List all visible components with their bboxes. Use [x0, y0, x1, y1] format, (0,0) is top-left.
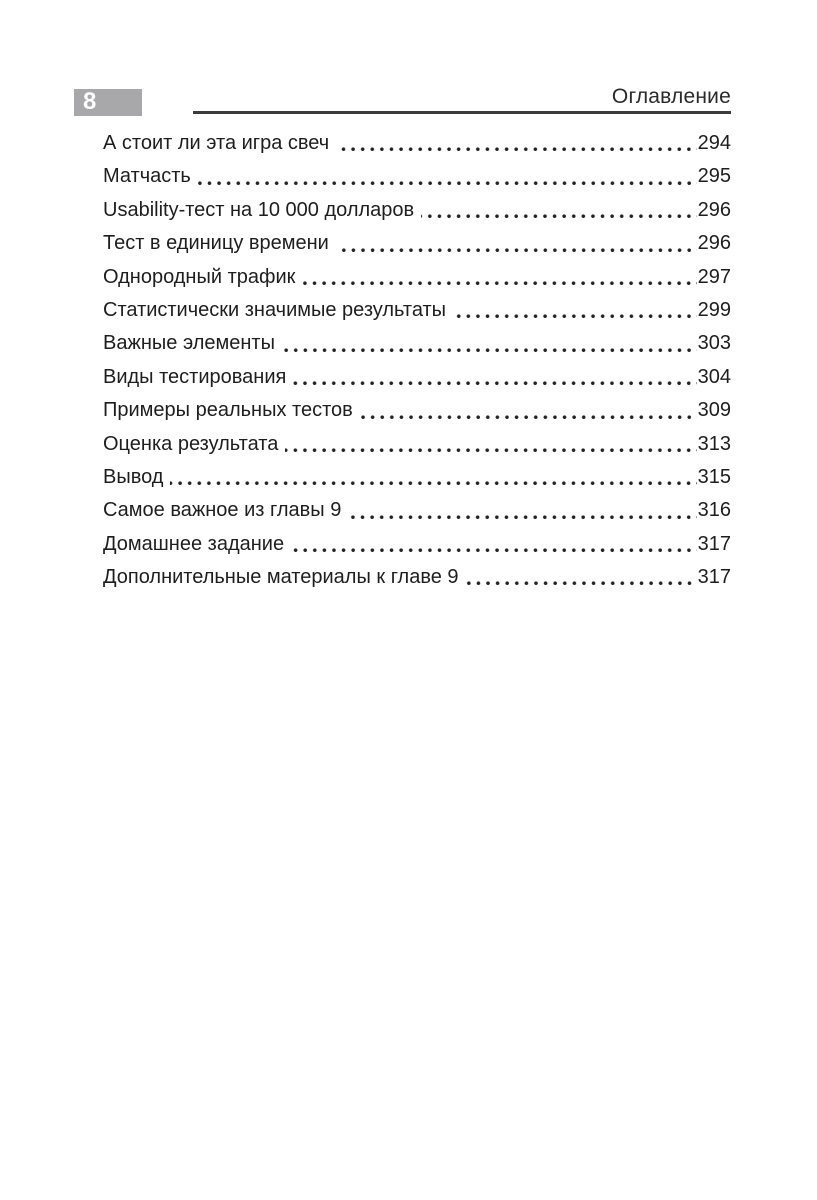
- toc-entry: [103, 428, 731, 461]
- toc-entry-title: Примеры реальных тестов: [103, 399, 353, 422]
- toc-entry-page: 317: [697, 532, 731, 555]
- dot-leader: [302, 281, 696, 286]
- toc-entry-title: Важные элементы: [103, 332, 275, 355]
- toc-entry-page: 304: [697, 365, 731, 388]
- toc-entry-title: Дополнительные материалы к главе 9: [103, 566, 459, 589]
- toc-entry: [103, 327, 731, 360]
- dot-leader: [360, 415, 697, 420]
- toc-entry: [103, 294, 731, 327]
- page-number-box: [74, 89, 142, 116]
- dot-leader: [291, 548, 697, 553]
- toc-entry-title: Виды тестирования: [103, 365, 287, 388]
- dot-leader: [336, 147, 696, 152]
- toc-entry: [103, 361, 731, 394]
- dot-leader: [348, 515, 696, 520]
- dot-leader: [198, 181, 697, 186]
- dot-leader: [336, 248, 697, 253]
- toc-entry-page: 294: [697, 131, 731, 154]
- toc-entry: [103, 494, 731, 527]
- dot-leader: [282, 348, 697, 353]
- toc-entry: [103, 227, 731, 260]
- toc-entry: [103, 528, 731, 561]
- toc-entry-page: 296: [697, 232, 731, 255]
- header-title: Оглавление: [611, 85, 731, 108]
- dot-leader: [285, 448, 696, 453]
- toc-entry: [103, 160, 731, 193]
- header-rule: [193, 111, 731, 114]
- toc-entry: [103, 127, 731, 160]
- toc-entry-page: 317: [697, 566, 731, 589]
- toc-entry-title: Статистически значимые результаты: [103, 298, 447, 321]
- toc-entry-title: А стоит ли эта игра свеч: [103, 131, 330, 154]
- toc-entry-title: Usability-тест на 10 000 долларов: [103, 198, 415, 221]
- toc-entry-title: Вывод: [103, 465, 164, 488]
- toc-entry: [103, 461, 731, 494]
- toc-entry-title: Самое важное из главы 9: [103, 499, 342, 522]
- toc-entry-title: Тест в единицу времени: [103, 232, 329, 255]
- toc-entry-page: 309: [697, 399, 731, 422]
- page-number: 8: [83, 88, 97, 115]
- toc-entry-title: Однородный трафик: [103, 265, 296, 288]
- toc-entry: [103, 561, 731, 594]
- toc-entry-page: 316: [697, 499, 731, 522]
- dot-leader: [293, 381, 696, 386]
- toc-entry-title: Домашнее задание: [103, 532, 285, 555]
- dot-leader: [170, 481, 696, 486]
- toc-entry-page: 299: [697, 298, 731, 321]
- toc-entry-page: 303: [697, 332, 731, 355]
- toc-entry-page: 313: [697, 432, 731, 455]
- dot-leader: [453, 314, 697, 319]
- toc-entry-page: 315: [697, 465, 731, 488]
- dot-leader: [466, 581, 697, 586]
- dot-leader: [421, 214, 696, 219]
- toc-entry-page: 295: [697, 165, 731, 188]
- toc-entry-title: Оценка результата: [103, 432, 279, 455]
- toc-entry: [103, 394, 731, 427]
- toc-entry: [103, 261, 731, 294]
- toc-entry-page: 296: [697, 198, 731, 221]
- toc-entry: [103, 194, 731, 227]
- toc-list: [103, 127, 731, 594]
- toc-entry-page: 297: [697, 265, 731, 288]
- toc-entry-title: Матчасть: [103, 165, 191, 188]
